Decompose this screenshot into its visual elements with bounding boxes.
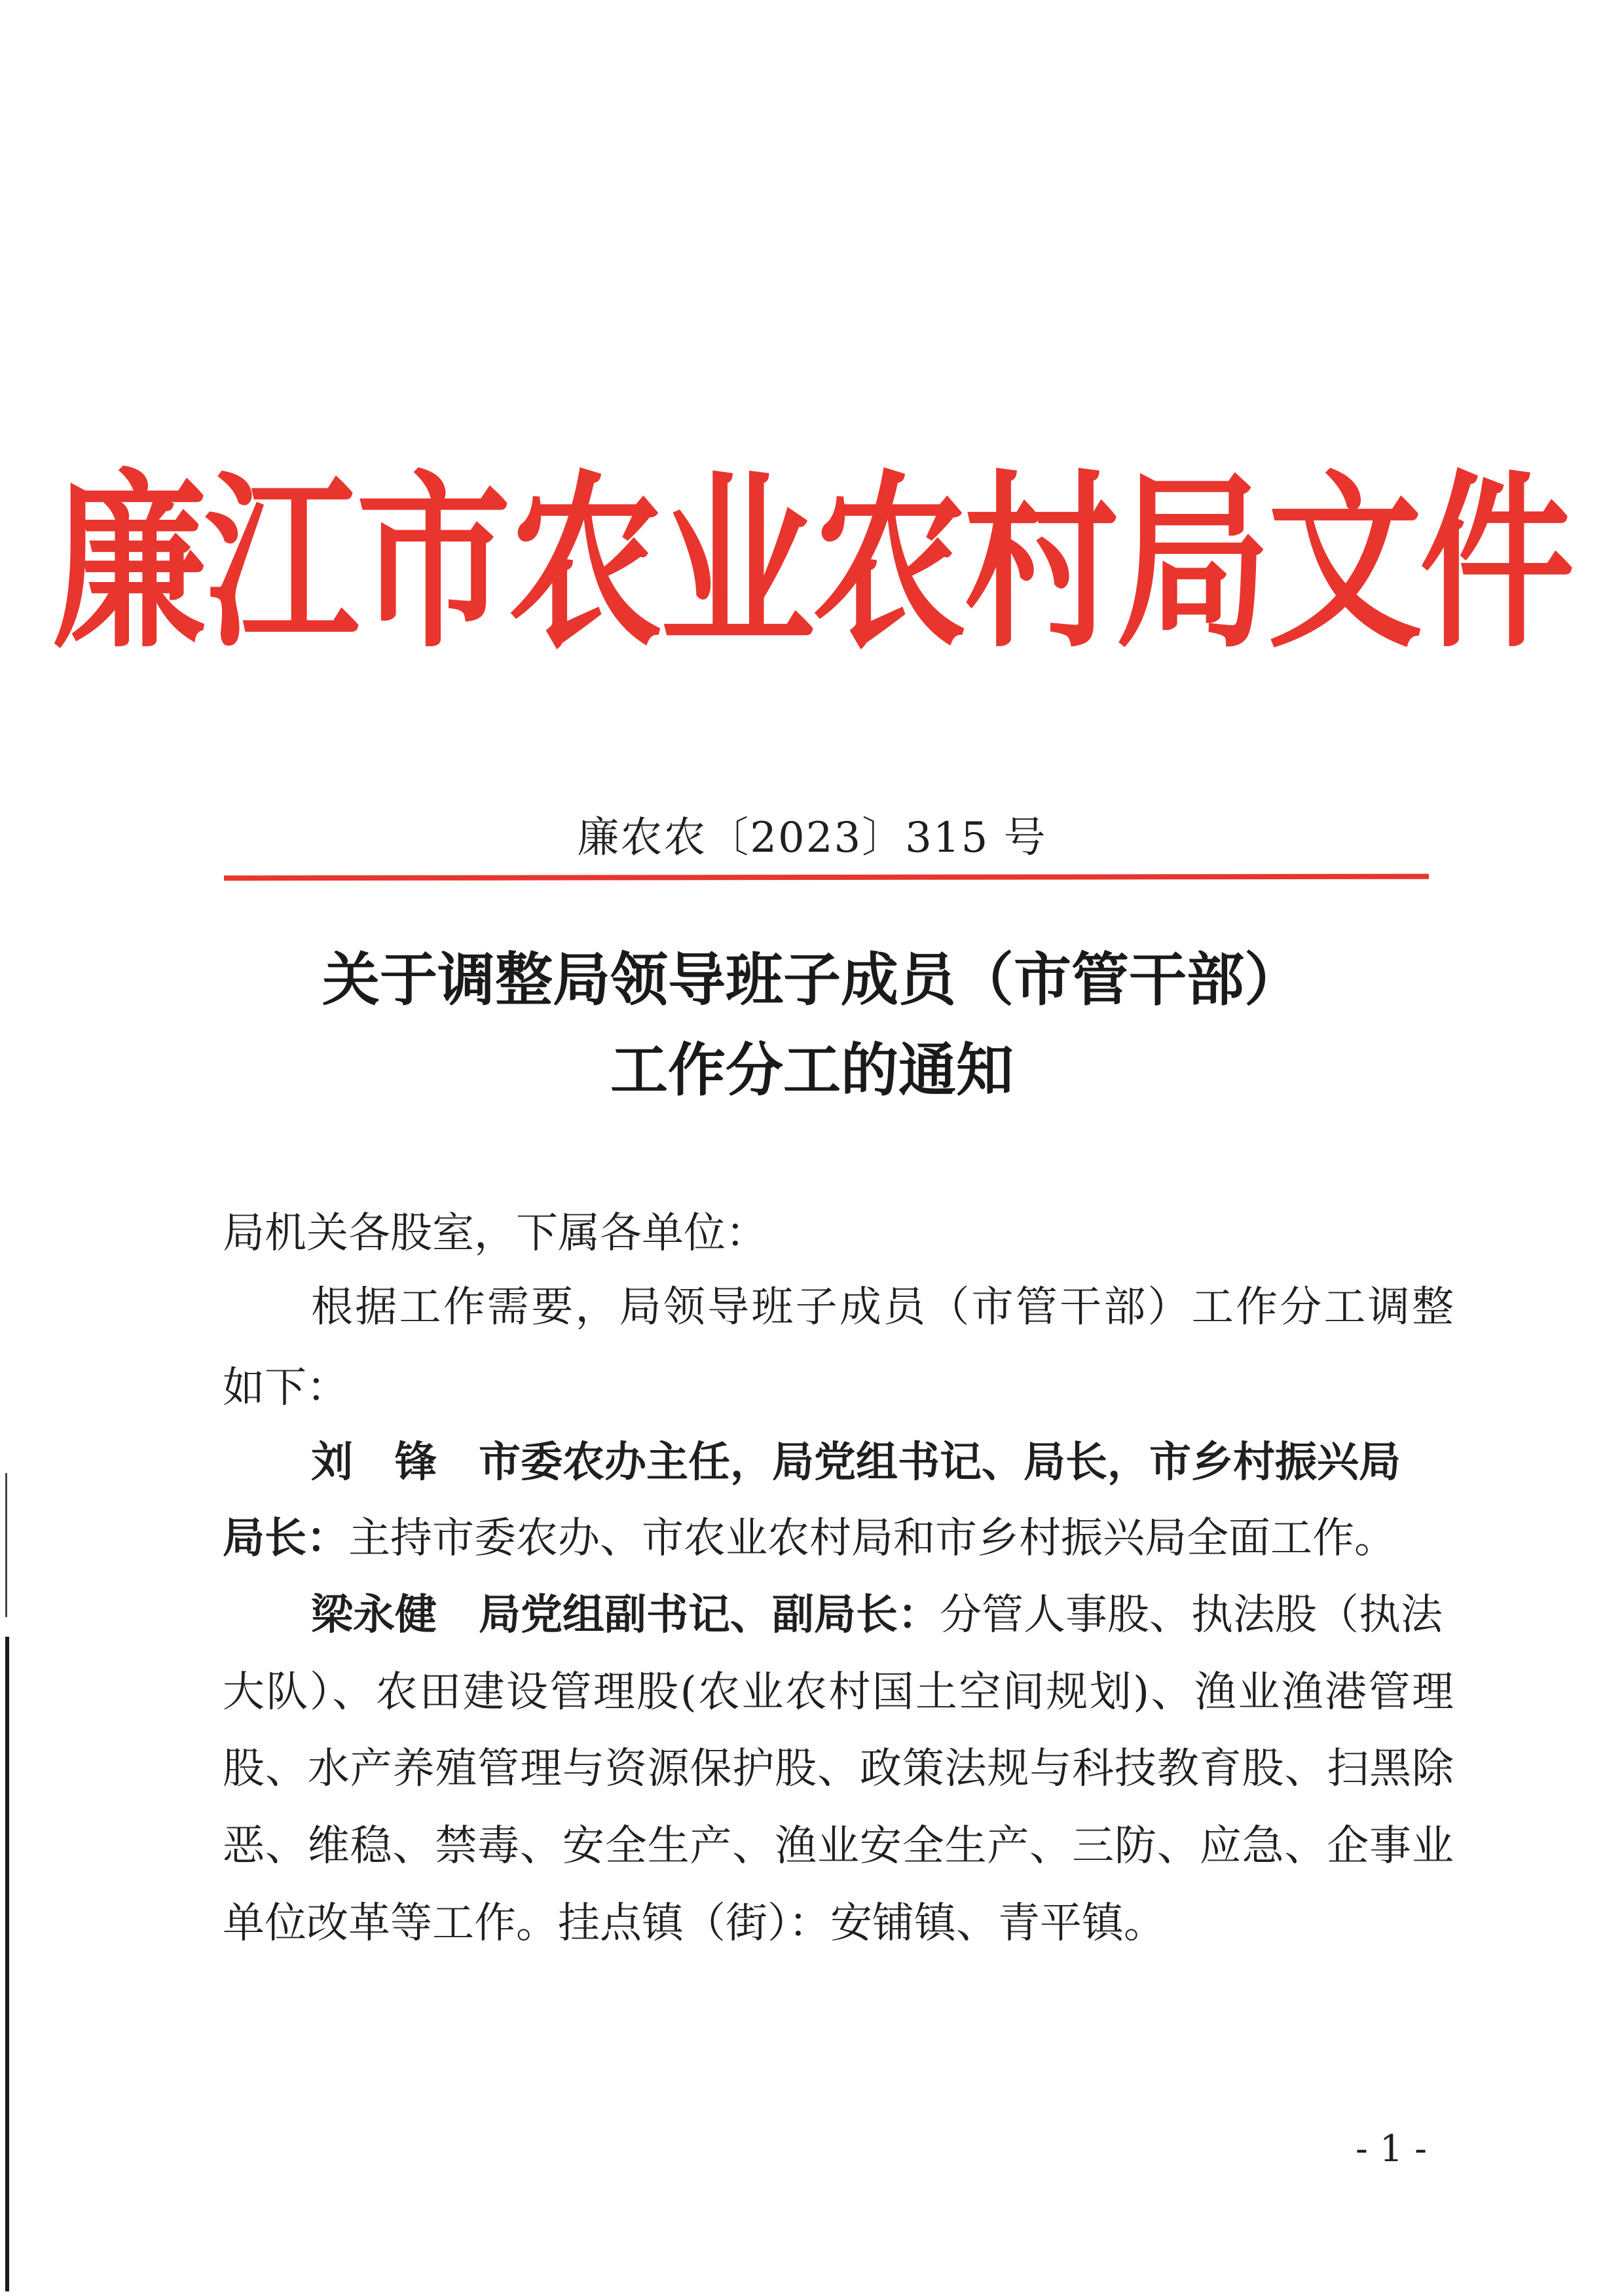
red-divider-line [224, 874, 1429, 881]
document-number: 廉农农〔2023〕315 号 [577, 814, 1047, 862]
leader-duties [223, 1514, 1454, 1563]
leader-duties: 股、水产养殖管理与资源保护股、政策法规与科技教育股、扫黑除 [223, 1745, 1454, 1793]
leader-duties: 恶、维稳、禁毒、安全生产、渔业安全生产、三防、应急、企事业 [223, 1822, 1454, 1870]
leader-duties: 单位改革等工作。挂点镇（街）：安铺镇、青平镇。 [223, 1899, 1166, 1948]
leader-position: 市委农办主任，局党组书记、局长，市乡村振兴局 [479, 1438, 1401, 1487]
page-number: - 1 - [1356, 2128, 1428, 2170]
leader-position: 局长： [223, 1514, 348, 1563]
document-title-line-2: 工作分工的通知 [610, 1036, 1014, 1104]
scan-edge-mark [5, 1473, 7, 1617]
masthead-title: 廉江市农业农村局文件 [52, 451, 1572, 674]
leader-duties: 大队）、农田建设管理股(农业农村国土空间规划)、渔业渔港管理 [223, 1668, 1454, 1717]
leader-name: 刘 锋 [311, 1438, 437, 1487]
leader-duties-text: 主持市委农办、市农业农村局和市乡村振兴局全面工作。 [348, 1514, 1396, 1563]
leader-entry-liang [311, 1590, 1454, 1639]
leader-name: 梁永健 [311, 1590, 437, 1639]
scan-edge-mark [5, 1637, 9, 2291]
leader-position: 局党组副书记、副局长： [479, 1590, 940, 1639]
leader-duties-text: 分管人事股、执法股（执法 [940, 1591, 1443, 1639]
salutation: 局机关各股室，下属各单位： [223, 1209, 767, 1258]
intro-line: 根据工作需要，局领导班子成员（市管干部）工作分工调整 [311, 1283, 1454, 1332]
intro-line: 如下： [223, 1364, 348, 1412]
leader-entry-liu [311, 1438, 1454, 1487]
document-title-line-1: 关于调整局领导班子成员（市管干部） [322, 945, 1302, 1013]
